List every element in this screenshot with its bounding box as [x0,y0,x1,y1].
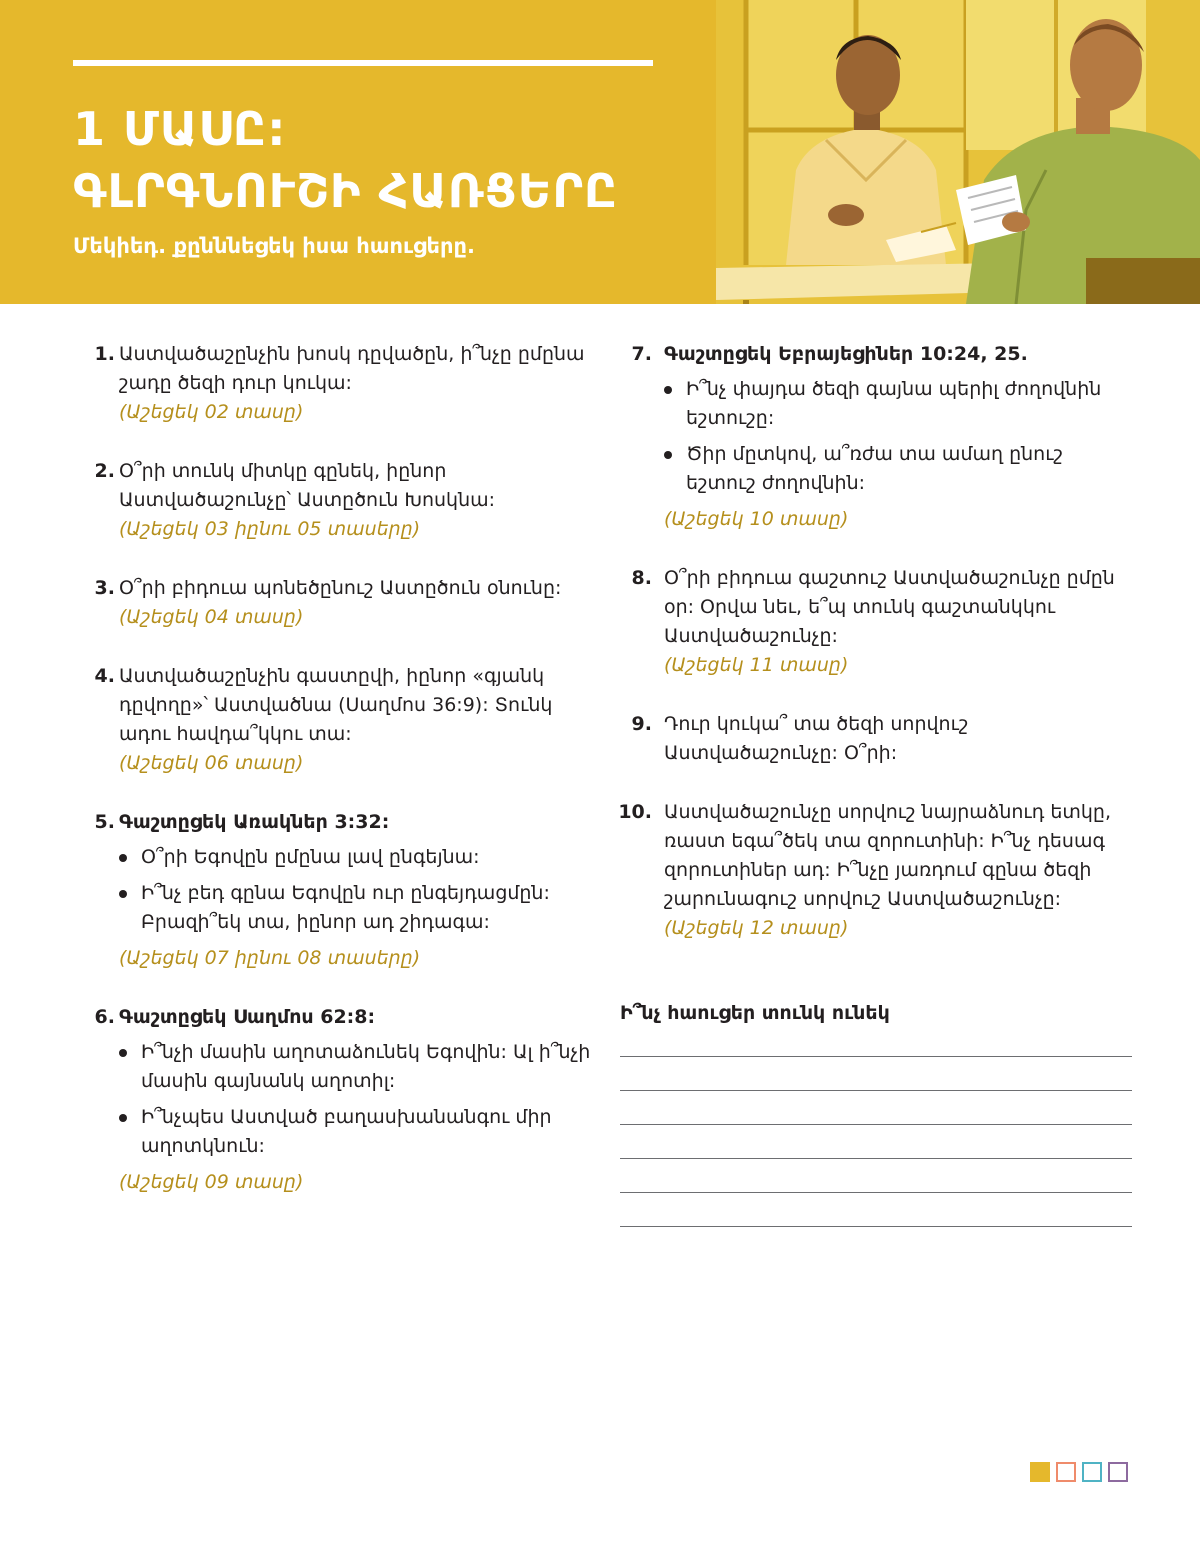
bullet-text: Ի՞նչի մասին աղոտաձունեկ Եգովին: Ալ ի՞նչի մասին գայնանկ աղոտիլ: [141,1041,591,1092]
bullet-item [119,1103,603,1161]
question-number: 10. [618,801,652,823]
lesson-reference: (Աշեցեկ 04 տասը) [119,606,304,628]
bullet-icon [119,1049,127,1057]
note-line[interactable] [620,1056,1132,1057]
bullet-text: Ի՞նչ բեդ գընա Եգովըն ուր ընգեյդացմըն: Բրազի՞եկ տա, իընոր ադ շիդագա: [141,882,550,933]
teal-square-icon [1082,1462,1102,1482]
question-10 [618,798,1138,943]
question-text: Գաշտըցեկ Եբրայեցիներ 10:24, 25. [664,343,1028,365]
bullet-text: Օ՞րի Եգովըն ըմընա լավ ընգեյնա: [141,846,480,868]
bullet-list [664,375,1138,498]
bullet-text: Ի՞նչ փայդա ծեզի գայնա պերիլ ժողովնին եշտուշը: [686,378,1102,429]
question-text: Գաշտըցեկ Սաղմոս 62:8: [119,1006,376,1028]
lesson-reference: (Աշեցեկ 06 տասը) [119,752,304,774]
question-number: 9. [631,713,652,735]
note-line[interactable] [620,1192,1132,1193]
lesson-reference: (Աշեցեկ 11 տասը) [664,654,849,676]
question-number: 8. [631,567,652,589]
questions-right-column [618,340,1138,973]
question-9 [618,710,1138,768]
bullet-text: Ի՞նչպես Աստված բաղասխանանգու միր աղոտկնուն: [141,1106,552,1157]
note-line[interactable] [620,1090,1132,1091]
purple-square-icon [1108,1462,1128,1482]
bullet-item [664,440,1138,498]
question-number: 5. [94,811,115,833]
bullet-list [119,1038,603,1161]
question-7 [618,340,1138,534]
question-1 [83,340,603,427]
question-text: Օ՞րի տունկ միտկը գընեկ, իընոր Աստվածաշունչը՝ Աստըծուն Խոսկնա: [119,460,496,511]
question-text: Աստվածաշընչին գաստըվի, իընոր «գյանկ դըվողը»՝ Աստվածնա (Սաղմոս 36:9): Տունկ ադու հավդա՞կկու տա: [119,665,553,745]
question-3 [83,574,603,632]
question-6 [83,1003,603,1197]
bullet-icon [664,386,672,394]
page-title-line2: ԳԼՐԳՆՈՒՇԻ ՀԱՌՑԵՐԸ [73,164,619,218]
note-line[interactable] [620,1158,1132,1159]
bullet-text: Ծիր մըտկով, ա՞ռժա տա ամաղ ընուշ եշտուշ ժողովնին: [686,443,1063,494]
lesson-reference: (Աշեցեկ 03 իընու 05 տասերը) [119,518,421,540]
questions-left-column [83,340,603,1227]
question-text: Աստվածաշունչը սորվուշ նայրաձնուդ ետկը, ռաստ եգա՞ծեկ տա զորուտինի: Ի՞նչ դեսագ զորուտիներ ադ: Ի՞նչը յառդում գընա ծեզի շարունագուշ սորվուշ Աստվածաշունչը: [664,801,1111,910]
bullet-icon [119,1114,127,1122]
question-5 [83,808,603,973]
question-4 [83,662,603,778]
header-banner [0,0,1200,304]
question-number: 4. [94,665,115,687]
bullet-list [119,843,603,937]
note-line[interactable] [620,1124,1132,1125]
page-title [73,98,713,222]
question-2 [83,457,603,544]
question-number: 1. [94,343,115,365]
page-title-line1: 1 ՄԱՍԸ: [73,102,287,156]
lesson-reference: (Աշեցեկ 10 տասը) [664,508,849,530]
coral-square-icon [1056,1462,1076,1482]
header-rule [73,60,653,66]
question-text: Դուր կուկա՞ տա ծեզի սորվուշ Աստվածաշունչը: Օ՞րի: [664,713,969,764]
bullet-icon [119,890,127,898]
lesson-reference: (Աշեցեկ 02 տասը) [119,401,304,423]
question-text: Աստվածաշընչին խոսկ դըվածըն, ի՞նչը ըմընա շադը ծեզի դուր կուկա: [119,343,585,394]
question-8 [618,564,1138,680]
question-number: 7. [631,343,652,365]
lesson-reference: (Աշեցեկ 12 տասը) [664,917,849,939]
bullet-item [664,375,1138,433]
bullet-icon [664,451,672,459]
question-text: Օ՞րի բիդուա պոնեծընուշ Աստըծուն օնունը: [119,577,562,599]
bullet-item [119,1038,603,1096]
question-text: Օ՞րի բիդուա գաշտուշ Աստվածաշունչը ըմըն օր: Օրվա նեւ, ե՞պ տունկ գաշտանկկու Աստվածաշունչը: [664,567,1115,647]
question-number: 2. [94,460,115,482]
footer-squares [1030,1462,1128,1482]
question-text: Գաշտըցեկ Առակներ 3:32: [119,811,390,833]
lesson-reference: (Աշեցեկ 09 տասը) [119,1171,304,1193]
note-line[interactable] [620,1226,1132,1227]
illustration-bible-study-image [716,0,1200,304]
bullet-item [119,879,603,937]
page-subtitle: Մեկիեդ. քընննեցեկ իսա հաուցերը. [73,234,475,258]
question-number: 6. [94,1006,115,1028]
yellow-square-icon [1030,1462,1050,1482]
bullet-item [119,843,603,872]
lesson-reference: (Աշեցեկ 07 իընու 08 տասերը) [119,947,421,969]
question-number: 3. [94,577,115,599]
notes-heading: Ի՞նչ հաուցեր տունկ ունեկ [620,1002,890,1024]
bullet-icon [119,854,127,862]
